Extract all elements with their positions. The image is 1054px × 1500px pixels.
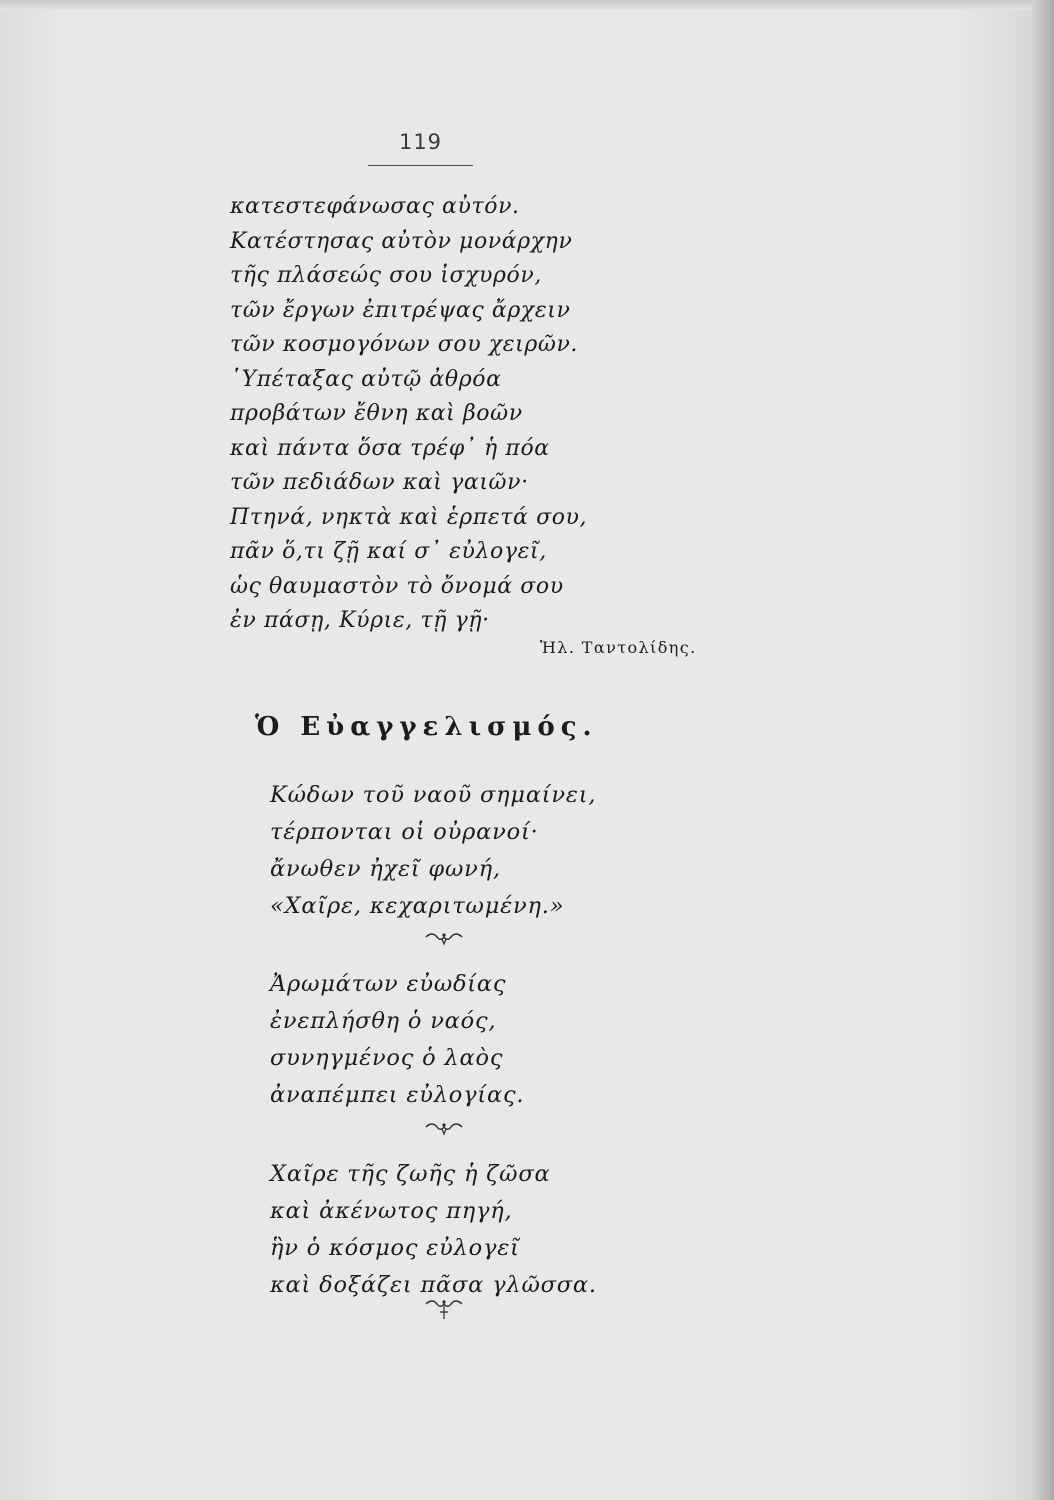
page-number: 119 — [398, 130, 443, 154]
poem-continuation — [230, 190, 650, 639]
stanza-line: ἣν ὁ κόσμος εὐλογεῖ — [270, 1235, 520, 1261]
stanza-line: ἄνωθεν ἠχεῖ φωνή, — [270, 856, 501, 882]
page-right-edge — [1032, 0, 1054, 1500]
page-top-edge — [0, 0, 1054, 10]
poem-line: τῶν κοσμογόνων σου χειρῶν. — [230, 332, 579, 357]
stanza-line: συνηγμένος ὁ λαὸς — [270, 1045, 504, 1071]
stanza-line: Ἀρωμάτων εὐωδίας — [270, 971, 507, 997]
poem-line: Κατέστησας αὐτὸν μονάρχην — [230, 228, 573, 254]
fleuron-icon — [424, 930, 464, 946]
stanza-2 — [270, 966, 650, 1114]
poem-line: Πτηνά, νηκτὰ καὶ ἑρπετά σου, — [230, 504, 588, 530]
fleuron-icon — [424, 1298, 464, 1320]
poem-line: κατεστεφάνωσας αὐτόν. — [230, 194, 520, 219]
stanza-line: «Χαῖρε, κεχαριτωμένη.» — [270, 893, 565, 919]
author-signature: Ἡλ. Ταντολίδης. — [540, 638, 697, 657]
stanza-line: Κώδων τοῦ ναοῦ σημαίνει, — [270, 782, 597, 808]
poem-line: ὡς θαυμαστὸν τὸ ὄνομά σου — [230, 573, 564, 599]
poem-line: πᾶν ὅ,τι ζῇ καί σ᾽ εὐλογεῖ, — [230, 539, 547, 564]
page-number-rule — [368, 165, 473, 166]
poem-line: ἐν πάσῃ, Κύριε, τῇ γῇ· — [230, 608, 490, 633]
poem-line: καὶ πάντα ὅσα τρέφ᾽ ἡ πόα — [230, 435, 550, 461]
poem-line: προβάτων ἔθνη καὶ βοῶν — [230, 401, 523, 426]
stanza-line: ἐνεπλήσθη ὁ ναός, — [270, 1008, 497, 1034]
poem-line: ῾Υπέταξας αὐτῷ ἀθρόα — [230, 366, 502, 392]
stanza-line: καὶ ἀκένωτος πηγή, — [270, 1198, 513, 1224]
stanza-line: τέρπονται οἱ οὐρανοί· — [270, 819, 539, 845]
poem-line: τῆς πλάσεώς σου ἰσχυρόν, — [230, 263, 542, 288]
poem-title: Ὁ Εὐαγγελισμός. — [255, 712, 598, 742]
stanza-1 — [270, 777, 650, 925]
stanza-line: Χαῖρε τῆς ζωῆς ἡ ζῶσα — [270, 1161, 551, 1187]
stanza-3 — [270, 1156, 650, 1304]
poem-line: τῶν πεδιάδων καὶ γαιῶν· — [230, 470, 529, 495]
stanza-line: ἀναπέμπει εὐλογίας. — [270, 1082, 525, 1108]
poem-line: τῶν ἔργων ἐπιτρέψας ἄρχειν — [230, 297, 571, 323]
fleuron-icon — [424, 1120, 464, 1136]
stanza-line: καὶ δοξάζει πᾶσα γλῶσσα. — [270, 1272, 597, 1298]
